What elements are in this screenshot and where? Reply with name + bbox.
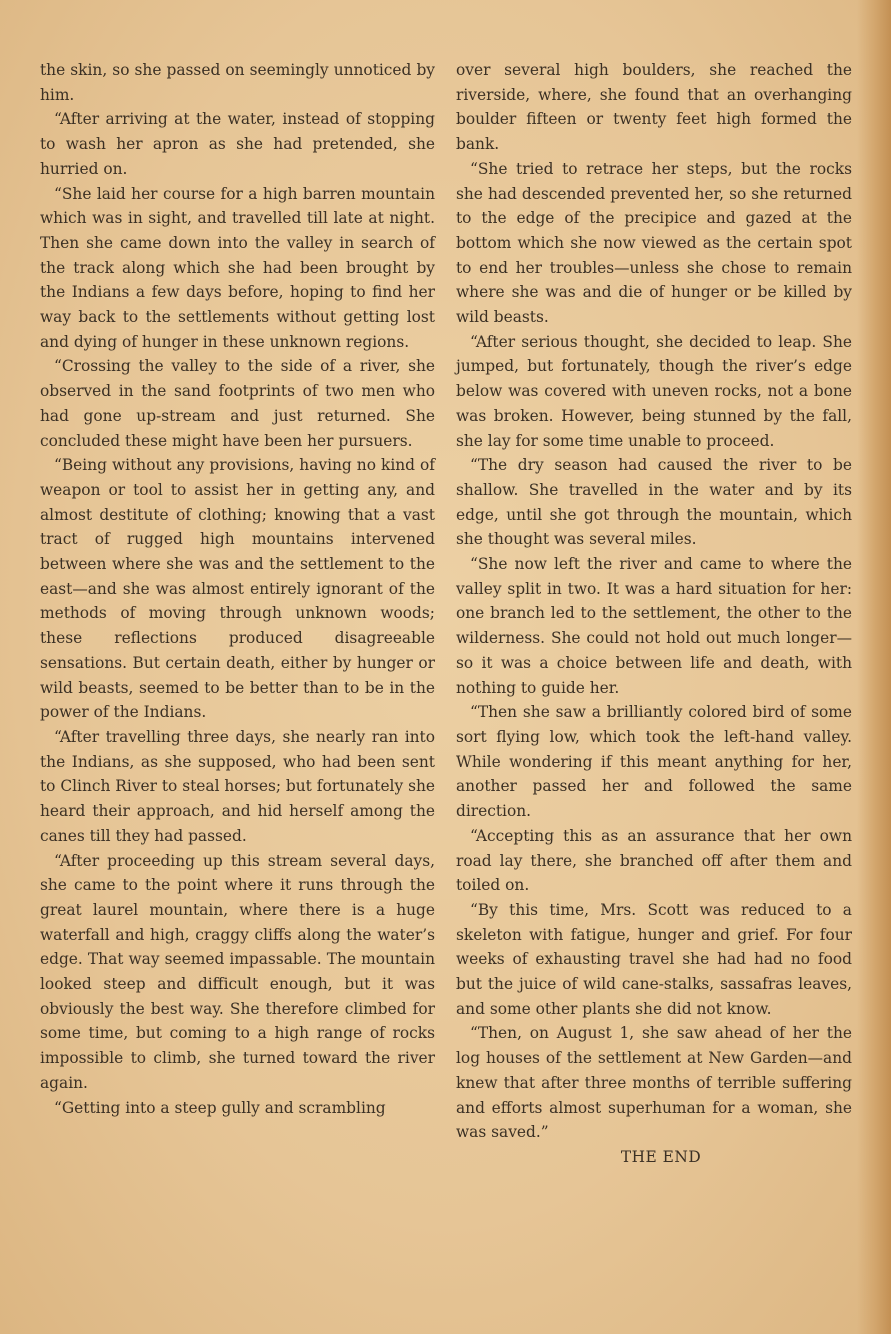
- paragraph: “Getting into a steep gully and scrambling: [54, 1098, 386, 1117]
- paragraph: “Crossing the valley to the side of a river, she observed in the sand footprints of two men who had gone up-stream and just returned. She concluded these might have been her pursuers.: [40, 357, 435, 450]
- paragraph: “After serious thought, she decided to leap. She jumped, but fortunately, though the river’s edge below was covered with uneven rocks, not a bone was broken. However, being stunned by the fall, she lay for some time unable to proceed.: [456, 332, 852, 450]
- the-end-label: THE END: [620, 1147, 702, 1166]
- left-text-column: [40, 58, 435, 1120]
- paragraph: “After arriving at the water, instead of stopping to wash her apron as she had pretended, she hurried on.: [40, 110, 435, 178]
- paragraph: “By this time, Mrs. Scott was reduced to a skeleton with fatigue, hunger and grief. For four weeks of exhausting travel she had had no food but the juice of wild cane-stalks, sassafras leaves, and some other plants she did not know.: [456, 900, 852, 1018]
- paragraph: “Then, on August 1, she saw ahead of her the log houses of the settlement at New Garden—and knew that after three months of terrible suffering and efforts almost superhuman for a woman, she was saved.”: [456, 1024, 852, 1142]
- paragraph: “She now left the river and came to where the valley split in two. It was a hard situation for her: one branch led to the settlement, the other to the wilderness. She could not hold out much longer—so it was a choice between life and death, with nothing to guide her.: [456, 555, 852, 697]
- paragraph: the skin, so she passed on seemingly unnoticed by him.: [40, 61, 435, 104]
- paragraph: “After proceeding up this stream several days, she came to the point where it runs through the great laurel mountain, where there is a huge waterfall and high, craggy cliffs along the water’s edge. That way seemed impassable. The mountain looked steep and difficult enough, but it was obviously the best way. She therefore climbed for some time, but coming to a high range of rocks impossible to climb, she turned toward the river again.: [40, 851, 435, 1092]
- right-text-column: [456, 58, 852, 1170]
- page-edge-shadow: [857, 0, 891, 1334]
- paragraph: “Then she saw a brilliantly colored bird of some sort flying low, which took the left-hand valley. While wondering if this meant anything for her, another passed her and followed the same direction.: [456, 703, 852, 821]
- paragraph: “Being without any provisions, having no kind of weapon or tool to assist her in getting any, and almost destitute of clothing; knowing that a vast tract of rugged high mountains intervened between where she was and the settlement to the east—and she was almost entirely ignorant of the methods of moving through unknown woods; these reflections produced disagreeable sensations. But certain death, either by hunger or wild beasts, seemed to be better than to be in the power of the Indians.: [40, 456, 435, 722]
- paragraph: over several high boulders, she reached the riverside, where, she found that an overhanging boulder fifteen or twenty feet high formed the bank.: [456, 61, 852, 154]
- paragraph: “She tried to retrace her steps, but the rocks she had descended prevented her, so she returned to the edge of the precipice and gazed at the bottom which she now viewed as the certain spot to end her troubles—unless she chose to remain where she was and die of hunger or be killed by wild beasts.: [456, 159, 852, 327]
- paragraph: “She laid her course for a high barren mountain which was in sight, and travelled till late at night. Then she came down into the valley in search of the track along which she had been brought by the Indians a few days before, hoping to find her way back to the settlements without getting lost and dying of hunger in these unknown regions.: [40, 184, 435, 351]
- paragraph: “After travelling three days, she nearly ran into the Indians, as she supposed, who had been sent to Clinch River to steal horses; but fortunately she heard their approach, and hid herself among the canes till they had passed.: [40, 727, 435, 845]
- paragraph: “The dry season had caused the river to be shallow. She travelled in the water and by its edge, until she got through the mountain, which she thought was several miles.: [456, 456, 852, 549]
- paragraph: “Accepting this as an assurance that her own road lay there, she branched off after them and toiled on.: [456, 826, 852, 895]
